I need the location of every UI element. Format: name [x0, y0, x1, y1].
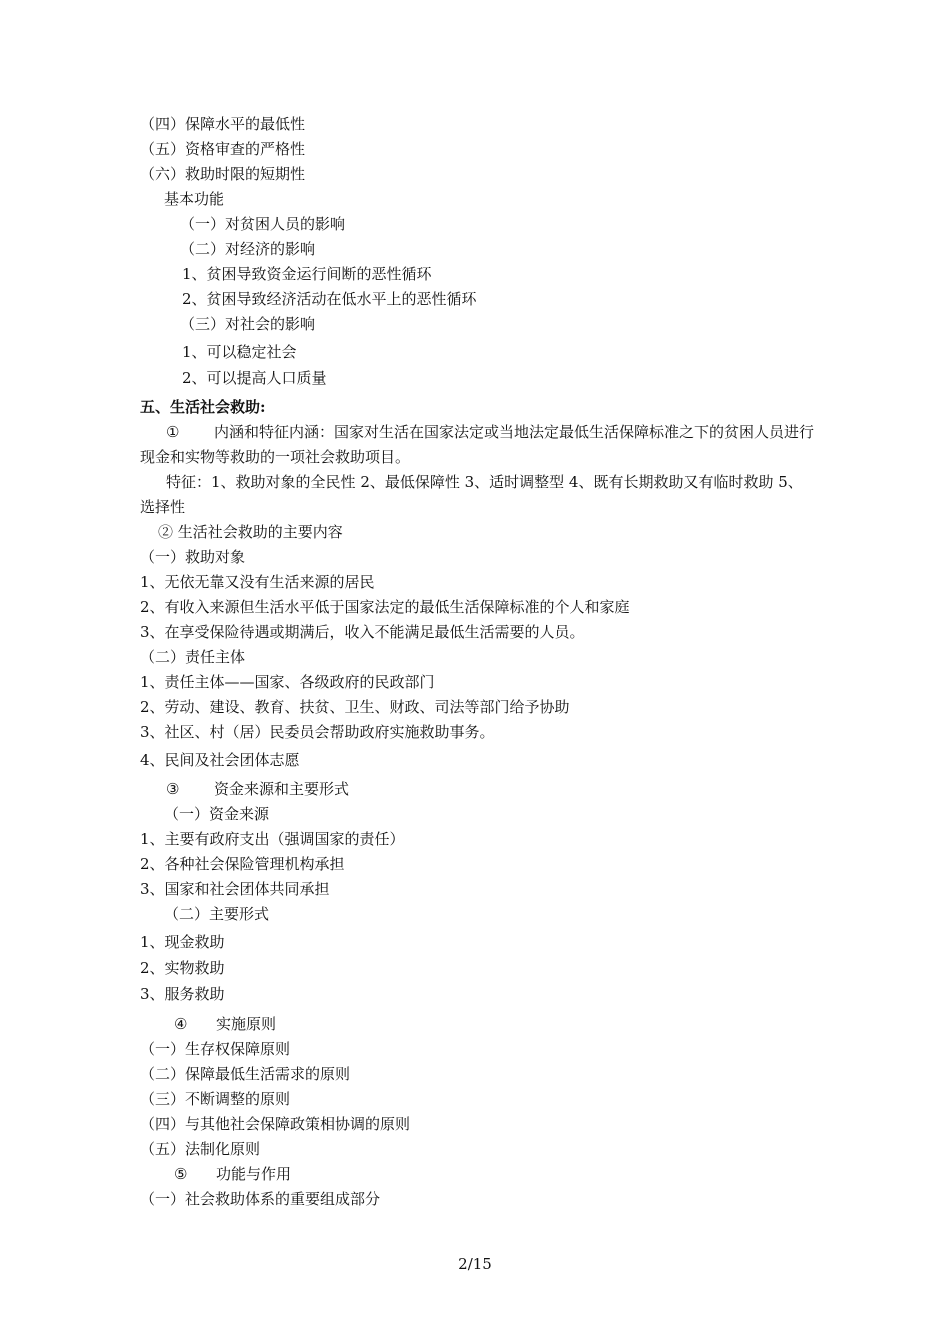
text-line: （二）责任主体 — [140, 648, 246, 666]
text-line: 1、贫困导致资金运行间断的恶性循环 — [182, 265, 432, 283]
text-line: 3、国家和社会团体共同承担 — [140, 880, 330, 898]
text-line: 4、民间及社会团体志愿 — [140, 751, 300, 769]
circled-number: ③ — [166, 780, 180, 798]
section-heading: 基本功能 — [164, 190, 225, 208]
text-line: （三）对社会的影响 — [180, 315, 316, 333]
text-line: 2、有收入来源但生活水平低于国家法定的最低生活保障标准的个人和家庭 — [140, 598, 630, 616]
paragraph-text: 内涵和特征内涵：国家对生活在国家法定或当地法定最低生活保障标准之下的贫困人员进行现金和实物等救助的一项社会救助项目。 — [140, 423, 815, 466]
text-line: 1、现金救助 — [140, 933, 225, 951]
paragraph-text: 特征：1、救助对象的全民性 2、最低保障性 3、适时调整型 4、既有长期救助又有临时救助 5、选择性 — [140, 473, 803, 516]
text-line: 1、可以稳定社会 — [182, 343, 297, 361]
text-line: 2、劳动、建设、教育、扶贫、卫生、财政、司法等部门给予协助 — [140, 698, 570, 716]
text-line: （一）对贫困人员的影响 — [180, 215, 346, 233]
numbered-heading — [174, 1164, 854, 1184]
text-line: （二）保障最低生活需求的原则 — [140, 1065, 351, 1083]
page-number: 2/15 — [458, 1255, 492, 1273]
text-line: （三）不断调整的原则 — [140, 1090, 291, 1108]
text-line: （二）主要形式 — [164, 905, 270, 923]
section-heading: ② 生活社会救助的主要内容 — [158, 523, 343, 541]
text-line: 3、服务救助 — [140, 985, 225, 1003]
text-line: 1、主要有政府支出（强调国家的责任） — [140, 830, 405, 848]
circled-number: ④ — [174, 1015, 188, 1033]
text-line: （四）与其他社会保障政策相协调的原则 — [140, 1115, 411, 1133]
text-line: 1、无依无靠又没有生活来源的居民 — [140, 573, 375, 591]
heading-text: 功能与作用 — [216, 1165, 292, 1183]
text-line: （五）法制化原则 — [140, 1140, 261, 1158]
numbered-heading — [166, 779, 846, 799]
text-line: （四）保障水平的最低性 — [140, 115, 306, 133]
text-line: （五）资格审查的严格性 — [140, 140, 306, 158]
heading-text: 资金来源和主要形式 — [214, 780, 350, 798]
paragraph — [140, 470, 815, 520]
text-line: （一）生存权保障原则 — [140, 1040, 291, 1058]
text-line: 3、社区、村（居）民委员会帮助政府实施救助事务。 — [140, 723, 495, 741]
circled-number: ⑤ — [174, 1165, 188, 1183]
text-line: （一）资金来源 — [164, 805, 270, 823]
circled-number: ① — [166, 423, 180, 441]
text-line: 1、责任主体——国家、各级政府的民政部门 — [140, 673, 435, 691]
numbered-heading — [174, 1014, 854, 1034]
text-line: 2、贫困导致经济活动在低水平上的恶性循环 — [182, 290, 477, 308]
section-heading: 五、生活社会救助: — [140, 398, 266, 416]
text-line: 2、实物救助 — [140, 959, 225, 977]
text-line: （六）救助时限的短期性 — [140, 165, 306, 183]
text-line: （一）社会救助体系的重要组成部分 — [140, 1190, 381, 1208]
heading-text: 实施原则 — [216, 1015, 277, 1033]
text-line: （二）对经济的影响 — [180, 240, 316, 258]
text-line: （一）救助对象 — [140, 548, 246, 566]
text-line: 2、各种社会保险管理机构承担 — [140, 855, 345, 873]
paragraph — [140, 420, 815, 470]
text-line: 3、在享受保险待遇或期满后，收入不能满足最低生活需要的人员。 — [140, 623, 585, 641]
text-line: 2、可以提高人口质量 — [182, 369, 327, 387]
